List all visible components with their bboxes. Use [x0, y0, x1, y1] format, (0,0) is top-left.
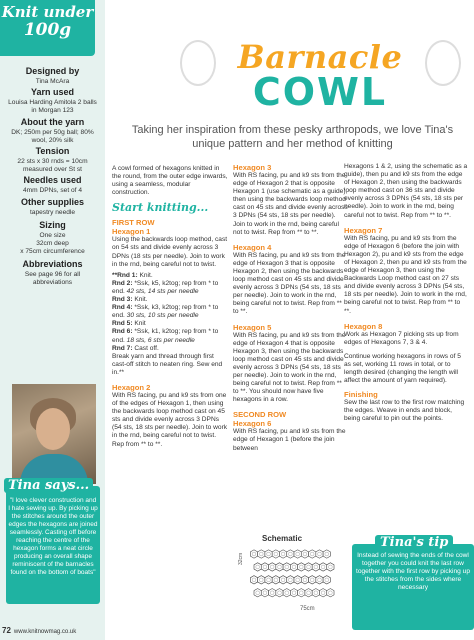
- break-yarn-text: Break yarn and thread through first cast-off stitch to neaten ring. Sew end in.**: [112, 352, 223, 376]
- needles-heading: Needles used: [23, 175, 82, 185]
- title-barnacle: Barnacle: [237, 38, 403, 76]
- schematic-hexagon: [294, 576, 301, 584]
- round-4: [112, 304, 228, 320]
- schematic-hexagon: [276, 563, 283, 571]
- hexagon-7-text: With RS facing, pu and k9 sts from the edge of Hexagon 6 (before the join with Hexagon 2), pu and k9 sts from the edge of Hexagon 2, then pu and k9 sts from the edge of Hexagon 3, then using the Backwards Loop method cast on 27 sts and divide evenly across 3 DPNs (54 sts, 18 sts per needle). Join to work in the rnd, being careful not to twist. Rep from ** to **.: [344, 234, 467, 315]
- schematic-hexagon: [309, 550, 316, 558]
- schematic-hexagon: [261, 563, 268, 571]
- schematic-hexagon: [261, 589, 268, 597]
- tip-text: Instead of sewing the ends of the cowl together you could knit the last row together with the first row by picking up the stitches from the sides where necessary: [356, 552, 470, 591]
- schematic-hexagon: [272, 550, 279, 558]
- abbreviations-section: [0, 259, 105, 287]
- sizing-line3: x 75cm circumference: [20, 248, 85, 255]
- schematic-hexagon: [312, 589, 319, 597]
- hexagon-3-heading: Hexagon 3: [233, 163, 272, 172]
- schematic-hexagon: [269, 563, 276, 571]
- photo-face: [36, 408, 70, 450]
- round-3: [112, 296, 228, 304]
- supplies-section: [0, 197, 105, 217]
- designer-heading: Designed by: [25, 66, 80, 76]
- about-heading: About the yarn: [20, 117, 85, 127]
- tip-label: Tina's tip: [375, 535, 453, 550]
- decorative-fish-right-icon: [425, 40, 461, 86]
- schematic-hexagon: [250, 576, 257, 584]
- yarn-heading: Yarn used: [30, 87, 75, 97]
- schematic-hexagon: [298, 589, 305, 597]
- schematic-hexagon: [250, 550, 257, 558]
- round-1-label: **Rnd 1:: [112, 271, 138, 279]
- hexagon-6-text: With RS facing, pu and k9 sts from the edge of Hexagon 1 (before the join between: [233, 428, 346, 452]
- hexagon-3-text: With RS facing, pu and k9 sts from the edge of Hexagon 2 that is opposite Hexagon 1 (use schematic as a guide), then using the backwards loop method cast on 45 sts and divide evenly across 3 DPNs (54 sts, 18 sts per needle). Join to work in the rnd, being careful not to twist. Rep from ** to **.: [233, 172, 348, 236]
- schematic-hexagon: [327, 589, 334, 597]
- intro-text: Taking her inspiration from these pesky arthropods, we love Tina's unique pattern and her method of knitting: [131, 124, 454, 150]
- schematic-hexagon: [294, 550, 301, 558]
- title-cowl: COWL: [252, 70, 388, 114]
- schematic-hexagon: [309, 576, 316, 584]
- knit-under-badge: [0, 0, 95, 56]
- round-1: [112, 272, 228, 280]
- info-sidebar: [0, 0, 105, 640]
- schematic-label: Schematic: [262, 534, 303, 543]
- round-5-text: Knit: [132, 320, 146, 328]
- hexagon-8-heading: Hexagon 8: [344, 321, 383, 331]
- round-2: [112, 280, 228, 296]
- round-4-count: 30 sts, 10 sts per needle: [126, 312, 199, 320]
- schematic-hexagon: [287, 550, 294, 558]
- yarn-text: Louisa Harding Amitola 2 balls in Morgan 123: [8, 99, 97, 114]
- round-7-label: Rnd 7:: [112, 344, 133, 352]
- schematic-height-label: 32cm: [238, 552, 244, 565]
- round-2-label: Rnd 2:: [112, 279, 133, 287]
- round-7: [112, 345, 228, 353]
- pattern-column-3: [344, 163, 468, 426]
- sizing-section: [0, 220, 105, 256]
- page-footer: [2, 626, 76, 635]
- tension-section: [0, 146, 105, 174]
- schematic-hexagon: [283, 589, 290, 597]
- supplies-text: tapestry needle: [29, 209, 76, 216]
- designer-section: [0, 66, 105, 86]
- yarn-section: [0, 87, 105, 115]
- tension-heading: Tension: [35, 146, 70, 156]
- pattern-column-1: [112, 165, 228, 452]
- schematic-hexagon: [301, 576, 308, 584]
- schematic-hexagon: [283, 563, 290, 571]
- designer-text: Tina McAra: [35, 78, 70, 85]
- round-5: [112, 320, 228, 328]
- tension-text: 22 sts x 30 rnds = 10cm measured over St st: [17, 158, 88, 173]
- schematic-hexagon: [316, 550, 323, 558]
- tina-says-quote: "I love clever construction and I hate sewing up. By picking up the stitches around the outer edges the hexagons are joined seamlessly. Casting off before reaching the centre of the hexagon forms a neat circle producing an overall shape reminiscent of the barnacles found on the bottom of boats": [8, 497, 98, 576]
- schematic-hexagon: [305, 589, 312, 597]
- needles-text: 4mm DPNs, set of 4: [23, 187, 82, 194]
- schematic-hexagon: [323, 576, 330, 584]
- schematic-hexagon: [319, 563, 326, 571]
- schematic-hexagon: [305, 563, 312, 571]
- round-4-label: Rnd 4:: [112, 304, 133, 312]
- schematic-hexagon: [265, 576, 272, 584]
- schematic-hexagon: [287, 576, 294, 584]
- sizing-line1: One size: [39, 232, 66, 239]
- round-4-text: *Ssk, k3, k2tog; rep from * to end.: [112, 304, 219, 320]
- schematic-hexagon: [290, 589, 297, 597]
- continue-text: Continue working hexagons in rows of 5 as set, working 11 rows in total, or to length desired (changing the length will affect the amount of yarn required).: [344, 352, 461, 385]
- round-6-text: *Ssk, k1, k2tog; rep from * to end.: [112, 328, 219, 344]
- sizing-heading: Sizing: [39, 220, 66, 230]
- supplies-heading: Other supplies: [20, 197, 84, 207]
- hexagon-5-text: With RS facing, pu and k9 sts from the edge of Hexagon 4 that is opposite Hexagon 3, then using the backwards loop method cast on 45 sts and divide evenly across 3 DPNs (54 sts, 18 sts per needle). Join to work in the rnd, being careful not to twist. Rep from ** to **. You should now have five hexagons in a row.: [233, 331, 346, 404]
- about-text: DK; 250m per 50g ball; 80% wool, 20% silk: [11, 129, 94, 144]
- hexagon-7-heading: Hexagon 7: [344, 225, 383, 235]
- round-2-text: *Ssk, k5, k2tog; rep from * to end.: [112, 279, 219, 295]
- round-6-count: 18 sts, 6 sts per needle: [126, 336, 195, 344]
- hexagon-6-continued: Hexagons 1 & 2, using the schematic as a guide), then pu and k9 sts from the edge of Hexagon 2, then using the backwards loop method cast on 36 sts and divide evenly across 3 DPNs (54 sts, 18 sts per needle). Join to work in the rnd, being careful not to twist. Rep from ** to **.: [344, 163, 468, 219]
- schematic-hexagon: [269, 589, 276, 597]
- pattern-column-2: [233, 163, 349, 456]
- schematic-hexagon: [301, 550, 308, 558]
- schematic-hexagon: [279, 550, 286, 558]
- schematic-hexagon: [258, 576, 265, 584]
- schematic-hexagon: [290, 563, 297, 571]
- schematic-hexagon: [312, 563, 319, 571]
- about-yarn-section: [0, 117, 105, 145]
- footer-url: www.knitnowmag.co.uk: [13, 629, 77, 635]
- schematic-hexagon: [316, 576, 323, 584]
- page-number: 72: [2, 626, 11, 635]
- hexagon-4-heading: Hexagon 4: [233, 242, 272, 252]
- schematic-hexagon: [254, 563, 261, 571]
- schematic-hexagon: [298, 563, 305, 571]
- intro-paragraph: A cowl formed of hexagons knitted in the round, from the outer edge inwards, using a seamless, modular construction.: [112, 165, 228, 197]
- abbrev-text: See page 96 for all abbreviations: [24, 271, 81, 286]
- schematic-hexagon: [265, 550, 272, 558]
- schematic-hexagon: [258, 550, 265, 558]
- schematic-width-label: 75cm: [300, 606, 315, 612]
- hexagon-schematic: [248, 546, 348, 606]
- round-6: [112, 328, 228, 344]
- hexagon-2-heading: Hexagon 2: [112, 382, 151, 392]
- hexagon-4-text: With RS facing, pu and k9 sts from the edge of Hexagon 3 that is opposite Hexagon 2, then using the backwards loop method cast on 45 sts and divide evenly across 3 DPNs (54 sts, 18 sts per needle). Join to work in the rnd, being careful not to twist. Rep from ** to **.: [233, 251, 346, 316]
- designer-photo: [12, 384, 96, 484]
- tina-says-label: Tina says...: [4, 478, 93, 493]
- schematic-hexagon: [254, 589, 261, 597]
- hexagon-2-text: With RS facing, pu and k9 sts from one of the edges of Hexagon 1, then using the backwards loop method cast on 45 sts and divide evenly across 3 DPNs (54 sts, 18 sts per needle). Join to work in the rnd, being careful not to twist. Rep from ** to **.: [112, 391, 228, 448]
- round-5-label: Rnd 5:: [112, 320, 133, 328]
- badge-line1: Knit under: [1, 3, 94, 21]
- round-2-count: 42 sts, 14 sts per needle: [126, 287, 199, 295]
- finishing-heading: Finishing: [344, 390, 378, 400]
- needles-section: [0, 175, 105, 195]
- hexagon-1-heading: Hexagon 1: [112, 227, 151, 237]
- badge-line2: 100g: [23, 20, 72, 40]
- hexagon-8-text: Work as Hexagon 7 picking sts up from edges of Hexagons 7, 3 & 4.: [344, 330, 459, 346]
- round-3-label: Rnd 3:: [112, 296, 133, 304]
- hexagon-6-heading: Hexagon 6: [233, 419, 272, 429]
- abbrev-heading: Abbreviations: [22, 259, 83, 269]
- finishing-text: Sew the last row to the first row matching the edges. Weave in ends and block, being careful to pin out the points.: [344, 399, 465, 423]
- round-6-label: Rnd 6:: [112, 328, 133, 336]
- round-7-text: Cast off.: [132, 344, 159, 352]
- first-row-heading: FIRST ROW: [112, 218, 155, 228]
- schematic-hexagon: [327, 563, 334, 571]
- second-row-heading: SECOND ROW: [233, 410, 287, 420]
- round-1-text: Knit.: [137, 271, 153, 279]
- schematic-hexagon: [272, 576, 279, 584]
- sizing-line2: 32cm deep: [36, 240, 69, 247]
- schematic-hexagon: [319, 589, 326, 597]
- hexagon-5-heading: Hexagon 5: [233, 322, 272, 332]
- schematic-hexagon: [279, 576, 286, 584]
- round-3-text: Knit.: [132, 296, 148, 304]
- hexagon-1-text: Using the backwards loop method, cast on 54 sts and divide evenly across 3 DPNs (18 sts per needle). Join to work in the rnd, being careful not to twist.: [112, 236, 228, 268]
- start-knitting-heading: Start knitting...: [112, 201, 209, 215]
- schematic-hexagon: [323, 550, 330, 558]
- schematic-hexagon: [276, 589, 283, 597]
